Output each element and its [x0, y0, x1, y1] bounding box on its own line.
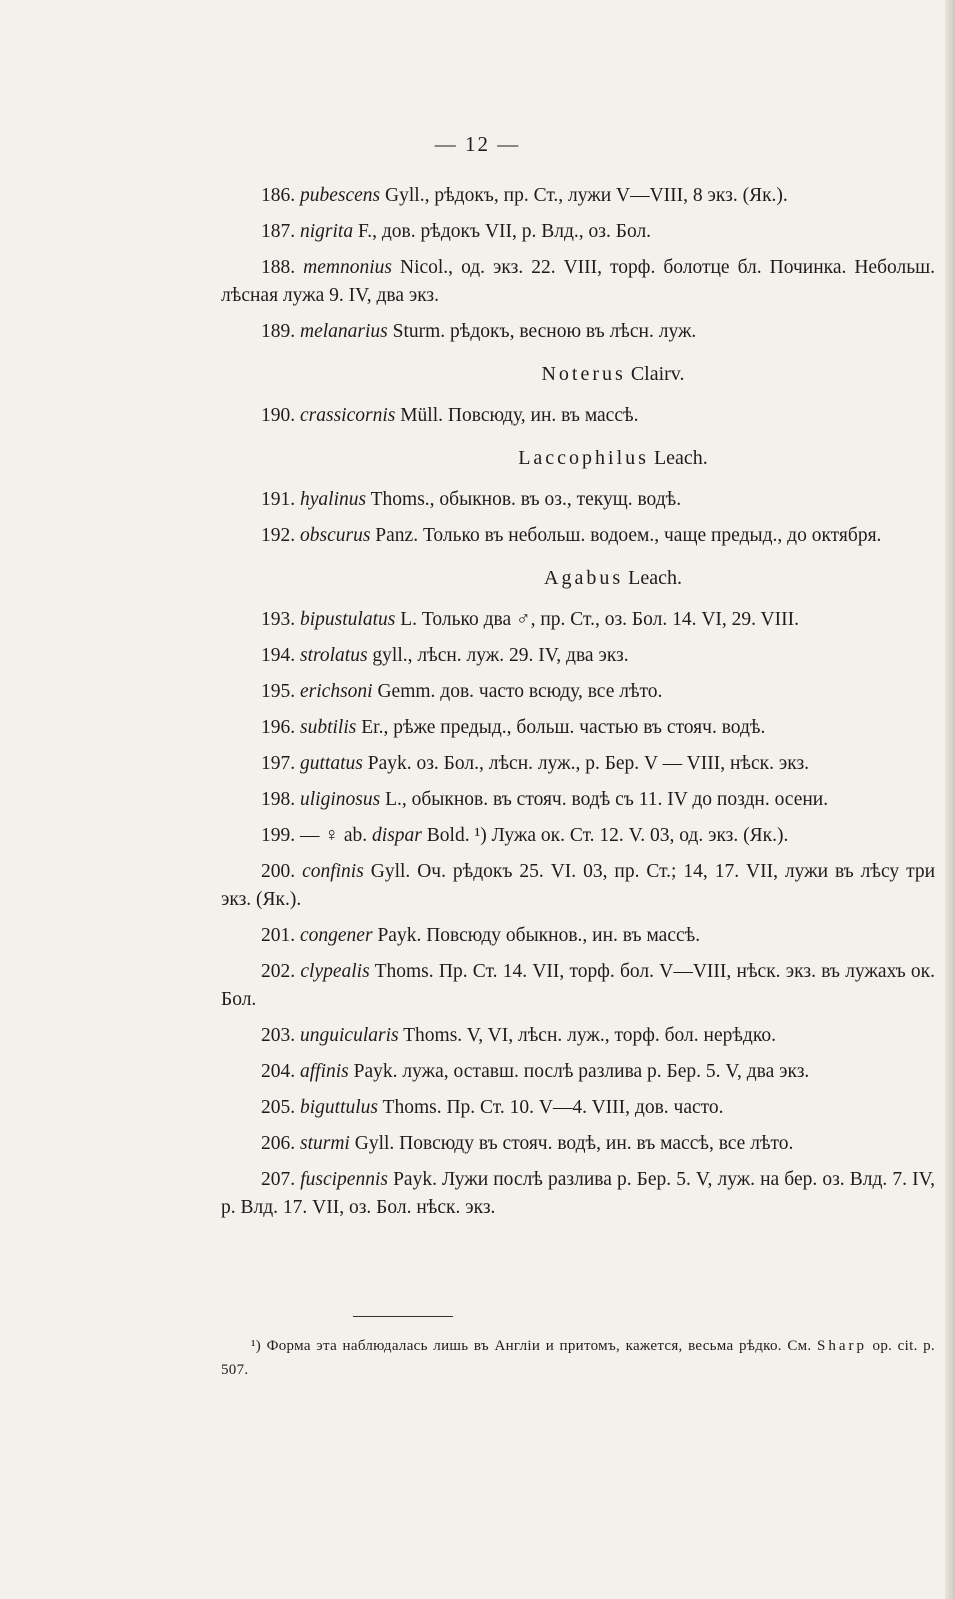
species-name: obscurus: [300, 525, 371, 546]
genus-heading-agabus: [221, 564, 935, 592]
entry-text: Nicol., од. экз. 22. VIII, торф. болотце бл. Починка. Небольш. лѣсная лужа 9. IV, два экз.: [221, 257, 936, 306]
genus-author: Clairv.: [630, 363, 685, 385]
species-name: congener: [300, 925, 373, 946]
entry-number: 189.: [261, 321, 296, 342]
species-name: confinis: [302, 861, 364, 882]
species-entry: [221, 714, 935, 742]
footnote-text: Форма эта наблюдалась лишь въ Англіи и притомъ, кажется, весьма рѣдко. См.: [266, 1338, 812, 1354]
genus-author: Leach.: [628, 567, 682, 589]
entry-number: 188.: [261, 257, 296, 278]
genus-name: Laccophilus: [518, 447, 649, 469]
species-name: subtilis: [300, 717, 357, 738]
entry-text: Sturm. рѣдокъ, весною въ лѣсн. луж.: [392, 321, 697, 342]
species-name: crassicornis: [300, 405, 396, 426]
entry-text: Bold. ¹) Лужа ок. Ст. 12. V. 03, од. экз. (Як.).: [426, 825, 789, 846]
entry-text: Gyll., рѣдокъ, пр. Ст., лужи V—VIII, 8 экз. (Як.).: [385, 185, 788, 206]
species-entry: [221, 218, 935, 246]
main-text: [221, 182, 935, 1230]
footnote-marker: ¹): [251, 1338, 262, 1354]
species-name: clypealis: [300, 961, 370, 982]
entry-number: 191.: [261, 489, 296, 510]
entry-number: 207.: [261, 1169, 296, 1190]
species-name: guttatus: [300, 753, 363, 774]
species-name: bipustulatus: [300, 609, 396, 630]
entry-text: Thoms. V, VI, лѣсн. луж., торф. бол. нерѣдко.: [403, 1025, 776, 1046]
species-name: affinis: [300, 1061, 349, 1082]
species-entry: [221, 254, 935, 310]
footnote-author: Sharp: [817, 1338, 867, 1354]
entry-number: 204.: [261, 1061, 296, 1082]
page-edge-shadow: [945, 0, 955, 1599]
species-name: unguicularis: [300, 1025, 399, 1046]
entry-text: Payk. Повсюду обыкнов., ин. въ массѣ.: [377, 925, 701, 946]
entry-text: Thoms. Пр. Ст. 10. V—4. VIII, дов. часто.: [382, 1097, 724, 1118]
species-entry: [221, 402, 935, 430]
species-entry: [221, 786, 935, 814]
species-name: dispar: [372, 825, 422, 846]
entry-number: 201.: [261, 925, 296, 946]
entry-number: 195.: [261, 681, 296, 702]
entry-number: 196.: [261, 717, 296, 738]
entry-number: 194.: [261, 645, 296, 666]
entry-text: Müll. Повсюду, ин. въ массѣ.: [400, 405, 639, 426]
entry-group-laccophilus: [221, 486, 935, 550]
entry-number: 203.: [261, 1025, 296, 1046]
footnote: [221, 1334, 935, 1382]
entry-group-noterus: [221, 402, 935, 430]
entry-number: 199. — ♀ ab.: [261, 825, 368, 846]
genus-name: Noterus: [541, 363, 626, 385]
species-entry: [221, 486, 935, 514]
entry-group-agabus: [221, 606, 935, 1222]
species-entry: [221, 606, 935, 634]
entry-text: Thoms., обыкнов. въ оз., текущ. водѣ.: [370, 489, 682, 510]
genus-author: Leach.: [653, 447, 708, 469]
entry-text: Thoms. Пр. Ст. 14. VII, торф. бол. V—VIII, нѣск. экз. въ лужахъ ок. Бол.: [221, 961, 936, 1010]
species-name: hyalinus: [300, 489, 367, 510]
species-name: pubescens: [300, 185, 381, 206]
entry-number: 206.: [261, 1133, 296, 1154]
entry-number: 200.: [261, 861, 296, 882]
species-entry: [221, 678, 935, 706]
entry-text: L., обыкнов. въ стояч. водѣ съ 11. IV до поздн. осени.: [385, 789, 829, 810]
page-number: — 12 —: [434, 132, 521, 156]
genus-heading-laccophilus: [221, 444, 935, 472]
species-entry: [221, 822, 935, 850]
species-entry: [221, 642, 935, 670]
footnote-reference: op. cit. p. 507.: [221, 1338, 935, 1378]
species-entry: [221, 522, 935, 550]
species-entry: [221, 318, 935, 346]
genus-name: Agabus: [544, 567, 624, 589]
species-name: strolatus: [300, 645, 368, 666]
species-entry: [221, 182, 935, 210]
entry-number: 186.: [261, 185, 296, 206]
entry-number: 193.: [261, 609, 296, 630]
entry-text: Payk. оз. Бол., лѣсн. луж., р. Бер. V — VIII, нѣск. экз.: [367, 753, 810, 774]
entry-text: L. Только два ♂, пр. Ст., оз. Бол. 14. VI, 29. VIII.: [400, 609, 799, 630]
entry-number: 190.: [261, 405, 296, 426]
entry-group-carabidae: [221, 182, 935, 346]
entry-number: 187.: [261, 221, 296, 242]
entry-text: Er., рѣже предыд., больш. частью въ стояч. водѣ.: [361, 717, 766, 738]
entry-text: Gemm. дов. часто всюду, все лѣто.: [377, 681, 663, 702]
species-name: biguttulus: [300, 1097, 379, 1118]
entry-text: Gyll. Повсюду въ стояч. водѣ, ин. въ массѣ, все лѣто.: [354, 1133, 794, 1154]
species-entry: [221, 1130, 935, 1158]
entry-text: Panz. Только въ небольш. водоем., чаще предыд., до октября.: [375, 525, 882, 546]
species-entry: [221, 858, 935, 914]
species-entry: [221, 1166, 935, 1222]
species-entry: [221, 1094, 935, 1122]
species-entry: [221, 1058, 935, 1086]
entry-text: Payk. лужа, оставш. послѣ разлива р. Бер. 5. V, два экз.: [353, 1061, 810, 1082]
entry-number: 205.: [261, 1097, 296, 1118]
entry-text: F., дов. рѣдокъ VII, р. Влд., оз. Бол.: [357, 221, 652, 242]
species-name: memnonius: [303, 257, 392, 278]
species-name: nigrita: [300, 221, 354, 242]
entry-number: 192.: [261, 525, 296, 546]
species-entry: [221, 750, 935, 778]
entry-text: Gyll. Оч. рѣдокъ 25. VI. 03, пр. Ст.; 14, 17. VII, лужи въ лѣсу три экз. (Як.).: [221, 861, 936, 910]
entry-text: Payk. Лужи послѣ разлива р. Бер. 5. V, луж. на бер. оз. Влд. 7. IV, р. Влд. 17. VII, оз. Бол. нѣск. экз.: [221, 1169, 936, 1218]
entry-number: 197.: [261, 753, 296, 774]
species-entry: [221, 1022, 935, 1050]
genus-heading-noterus: [221, 360, 935, 388]
footnote-divider: [353, 1316, 453, 1317]
species-name: melanarius: [300, 321, 388, 342]
species-entry: [221, 922, 935, 950]
species-name: sturmi: [300, 1133, 350, 1154]
entry-number: 202.: [261, 961, 296, 982]
entry-text: gyll., лѣсн. луж. 29. IV, два экз.: [372, 645, 629, 666]
species-entry: [221, 958, 935, 1014]
species-name: fuscipennis: [300, 1169, 388, 1190]
species-name: uliginosus: [300, 789, 381, 810]
entry-number: 198.: [261, 789, 296, 810]
species-name: erichsoni: [300, 681, 373, 702]
